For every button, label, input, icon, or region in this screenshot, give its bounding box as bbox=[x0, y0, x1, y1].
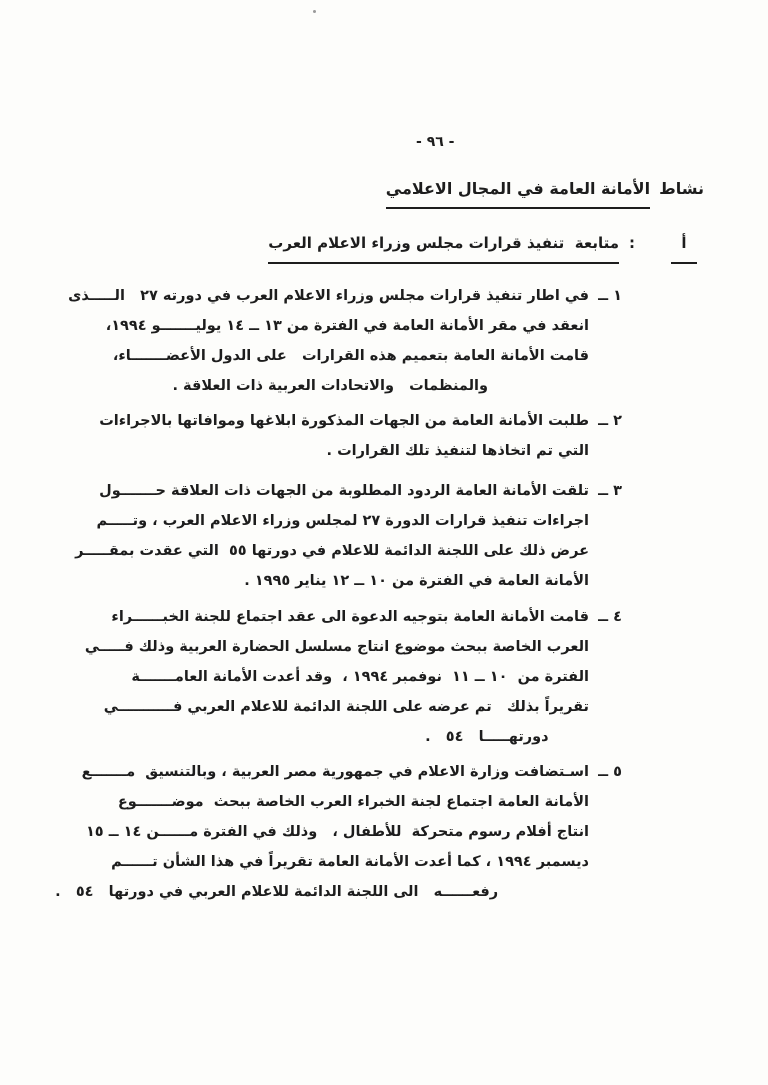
paragraph-line: رفعــــــه الى اللجنة الدائمة للاعلام العربي في دورتها ٥٤ . bbox=[55, 884, 589, 900]
page-number: - ٩٦ - bbox=[416, 134, 455, 150]
paragraph-body bbox=[75, 476, 589, 596]
document-title-text: الأمانة العامة في المجال الاعلامي bbox=[386, 176, 650, 209]
paragraph-line: انعقد في مقر الأمانة العامة في الفترة من ١٣ ــ ١٤ يوليـــــــو ١٩٩٤، bbox=[105, 318, 589, 334]
section-heading bbox=[268, 231, 697, 264]
paragraph-line: قامت الأمانة العامة بتعميم هذه القرارات على الدول الأعضـــــــاء، bbox=[112, 348, 589, 364]
paragraph-line: ديسمبر ١٩٩٤ ، كما أعدت الأمانة العامة تقريراً في هذا الشأن تــــــم bbox=[111, 854, 589, 870]
numbered-paragraph bbox=[55, 757, 622, 907]
paragraph-line: تلقت الأمانة العامة الردود المطلوبة من الجهات ذات العلاقة حـــــــول bbox=[99, 483, 589, 499]
item-number: ٣ ــ bbox=[598, 483, 622, 499]
paragraph-line: اسـتضافت وزارة الاعلام في جمهورية مصر العربية ، وبالتنسيق مـــــــع bbox=[81, 764, 589, 780]
paragraph-body bbox=[99, 406, 589, 466]
paragraph-line: في اطار تنفيذ قرارات مجلس وزراء الاعلام العرب في دورته ٢٧ الـــــذى bbox=[68, 288, 589, 304]
item-number: ٥ ــ bbox=[598, 764, 622, 780]
paragraph-line: الأمانة العامة اجتماع لجنة الخبراء العرب الخاصة ببحث موضـــــــوع bbox=[117, 794, 589, 810]
paragraph-line: انتاج أفلام رسوم متحركة للأطفال ، وذلك في الفترة مــــــن ١٤ ــ ١٥ bbox=[85, 824, 589, 840]
paragraph-line: قامت الأمانة العامة بتوجيه الدعوة الى عقد اجتماع للجنة الخبــــــراء bbox=[111, 609, 589, 625]
scan-speck bbox=[313, 10, 316, 13]
item-number: ٤ ــ bbox=[598, 609, 622, 625]
paragraph-body bbox=[84, 602, 589, 752]
paragraph-line: تقريراً بذلك تم عرضه على اللجنة الدائمة للاعلام العربي فـــــــــــي bbox=[103, 699, 589, 715]
paragraph-line: طلبت الأمانة العامة من الجهات المذكورة ابلاغها وموافاتها بالاجراءات bbox=[99, 413, 589, 429]
item-number: ١ ــ bbox=[598, 288, 622, 304]
section-colon: : bbox=[629, 234, 635, 252]
item-number: ٢ ــ bbox=[598, 413, 622, 429]
paragraph-line: اجراءات تنفيذ قرارات الدورة ٢٧ لمجلس وزراء الاعلام العرب ، وتـــــم bbox=[96, 513, 589, 529]
numbered-paragraph bbox=[68, 281, 622, 401]
numbered-paragraph bbox=[99, 406, 622, 466]
paragraph-line: العرب الخاصة ببحث موضوع انتاج مسلسل الحضارة العربية وذلك فـــــي bbox=[84, 639, 589, 655]
paragraph-line: والمنظمات والاتحادات العربية ذات العلاقة . bbox=[172, 378, 589, 394]
document-title-prefix: نشاط bbox=[659, 179, 704, 198]
document-title bbox=[386, 176, 704, 209]
section-title: متابعة تنفيذ قرارات مجلس وزراء الاعلام العرب bbox=[268, 231, 619, 264]
numbered-paragraph bbox=[75, 476, 622, 596]
section-marker: أ bbox=[671, 231, 697, 264]
paragraph-line: عرض ذلك على اللجنة الدائمة للاعلام في دورتها ٥٥ التي عقدت بمقـــــر bbox=[75, 543, 589, 559]
paragraph-line: الأمانة العامة في الفترة من ١٠ ــ ١٢ يناير ١٩٩٥ . bbox=[244, 573, 589, 589]
paragraph-line: التي تم اتخاذها لتنفيذ تلك القرارات . bbox=[326, 443, 589, 459]
numbered-paragraph bbox=[84, 602, 622, 752]
paragraph-body bbox=[68, 281, 589, 401]
paragraph-body bbox=[55, 757, 589, 907]
paragraph-line: دورتهـــــا ٥٤ . bbox=[425, 729, 589, 745]
paragraph-line: الفترة من ١٠ ــ ١١ نوفمبر ١٩٩٤ ، وقد أعدت الأمانة العامـــــــة bbox=[131, 669, 589, 685]
